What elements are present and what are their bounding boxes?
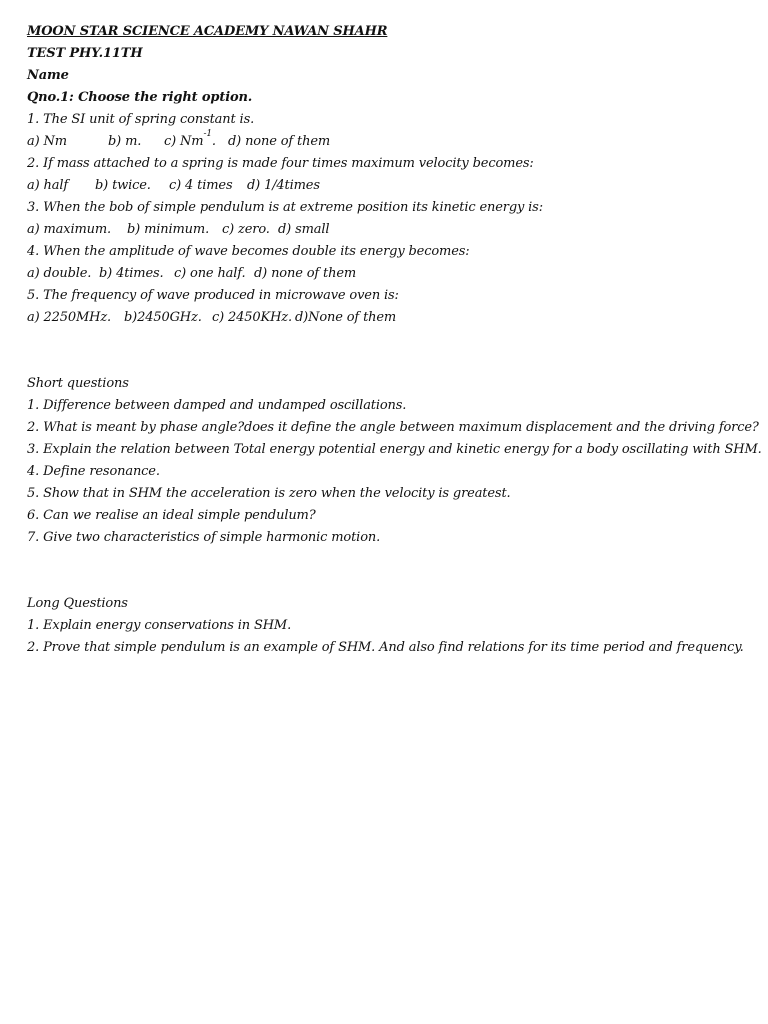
- mcq-options-1: [27, 131, 757, 153]
- mcq-4-option-c: c) one half.: [174, 266, 246, 281]
- mcq-3-option-c: c) zero.: [222, 222, 270, 237]
- test-title: TEST PHY.11TH: [27, 46, 143, 61]
- mcq-2-option-c: c) 4 times: [169, 178, 233, 193]
- mcq-5-option-a: a) 2250MHz.: [27, 310, 112, 325]
- mcq-question-3: 3. When the bob of simple pendulum is at extreme position its kinetic energy is:: [27, 200, 543, 215]
- mcq-5-option-c: c) 2450KHz.: [212, 310, 292, 325]
- mcq-5-option-d: d)None of them: [295, 310, 397, 325]
- long-questions-heading: Long Questions: [27, 596, 128, 611]
- short-question-5: 5. Show that in SHM the acceleration is zero when the velocity is greatest.: [27, 486, 511, 501]
- short-question-7: 7. Give two characteristics of simple harmonic motion.: [27, 530, 381, 545]
- mcq-4-option-a: a) double.: [27, 266, 92, 281]
- mcq-1-option-b: b) m.: [108, 134, 142, 149]
- mcq-question-1: 1. The SI unit of spring constant is.: [27, 112, 255, 127]
- test-paper: [27, 21, 762, 659]
- mcq-3-option-a: a) maximum.: [27, 222, 112, 237]
- short-question-2: 2. What is meant by phase angle?does it define the angle between maximum displacement and the driving force?: [27, 420, 759, 435]
- mcq-question-2: 2. If mass attached to a spring is made four times maximum velocity becomes:: [27, 156, 534, 171]
- mcq-options-4: [27, 263, 757, 285]
- mcq-4-option-b: b) 4times.: [99, 266, 164, 281]
- mcq-options-2: [27, 175, 757, 197]
- name-label: Name: [27, 68, 69, 83]
- mcq-2-option-b: b) twice.: [95, 178, 151, 193]
- short-question-4: 4. Define resonance.: [27, 464, 160, 479]
- academy-title: MOON STAR SCIENCE ACADEMY NAWAN SHAHR: [27, 24, 388, 39]
- short-question-1: 1. Difference between damped and undamped oscillations.: [27, 398, 407, 413]
- mcq-question-5: 5. The frequency of wave produced in microwave oven is:: [27, 288, 399, 303]
- mcq-question-4: 4. When the amplitude of wave becomes double its energy becomes:: [27, 244, 470, 259]
- mcq-2-option-d: d) 1/4times: [247, 178, 320, 193]
- mcq-options-3: [27, 219, 757, 241]
- mcq-4-option-d: d) none of them: [254, 266, 357, 281]
- mcq-3-option-b: b) minimum.: [127, 222, 210, 237]
- mcq-5-option-b: b)2450GHz.: [124, 310, 202, 325]
- mcq-1-option-c: c) $Nm^{-1}$.: [164, 129, 216, 149]
- mcq-2-option-a: a) half: [27, 178, 68, 193]
- mcq-1-option-d: d) none of them: [228, 134, 331, 149]
- mcq-3-option-d: d) small: [278, 222, 330, 237]
- short-questions-heading: Short questions: [27, 376, 129, 391]
- short-question-3: 3. Explain the relation between Total energy potential energy and kinetic energy for a body oscillating with SHM.: [27, 442, 762, 457]
- mcq-1-option-a: a) Nm: [27, 134, 67, 149]
- long-question-1: 1. Explain energy conservations in SHM.: [27, 618, 292, 633]
- long-question-2: 2. Prove that simple pendulum is an example of SHM. And also find relations for its time period and frequency.: [27, 640, 744, 655]
- q1-heading: Qno.1: Choose the right option.: [27, 90, 253, 105]
- short-question-6: 6. Can we realise an ideal simple pendulum?: [27, 508, 316, 523]
- mcq-options-5: [27, 307, 757, 329]
